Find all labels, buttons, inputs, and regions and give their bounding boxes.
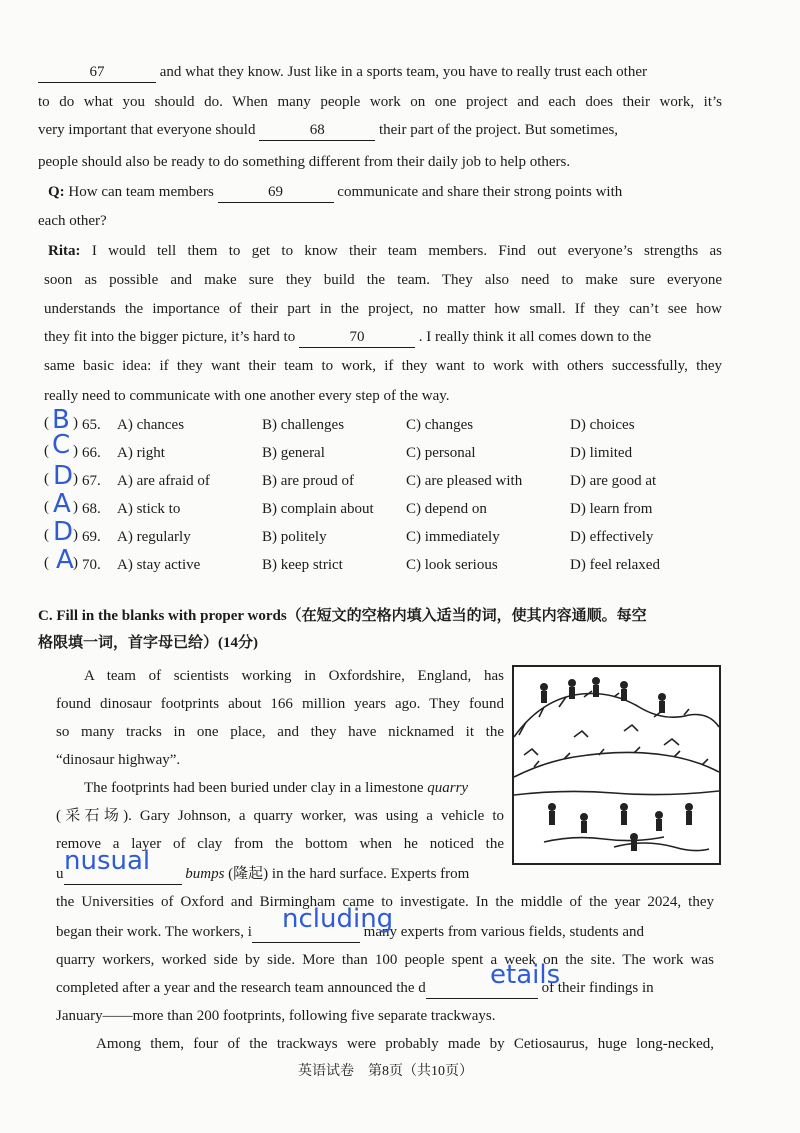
passage-c-line: the Universities of Oxford and Birmingham came to investigate. In the middle of the year 2024, they — [56, 894, 714, 910]
question-number: 67. — [82, 473, 101, 489]
passage-c-line: “dinosaur highway”. — [56, 752, 181, 768]
option-a: A) chances — [117, 417, 185, 433]
passage-c-line: found dinosaur footprints about 166 million years ago. They found — [56, 696, 504, 712]
dinosaur-excavation-illustration — [512, 665, 721, 865]
handwritten-answer: D — [53, 461, 74, 491]
rita-line: really need to communicate with one another every step of the way. — [44, 388, 450, 404]
blank-70: 70 — [299, 327, 415, 348]
question-line: Q: How can team members 69 communicate and share their strong points with — [48, 182, 622, 203]
blank-69: 69 — [218, 182, 334, 203]
option-c: C) are pleased with — [406, 473, 523, 489]
answer-paren: ) — [73, 499, 78, 515]
answer-paren: ) — [73, 443, 78, 459]
option-d: D) choices — [570, 417, 635, 433]
rita-line: soon as possible and make sure they build the team. They also need to make sure everyone — [44, 272, 722, 288]
passage-c-line: quarry workers, worked side by side. More than 100 people spent a week on the site. The work was — [56, 952, 714, 968]
option-b: B) challenges — [262, 417, 345, 433]
option-a: A) are afraid of — [117, 473, 210, 489]
option-d: D) are good at — [570, 473, 657, 489]
option-c: C) personal — [406, 445, 476, 461]
passage-c-line: The footprints had been buried under clay in a limestone quarry — [84, 780, 469, 796]
question-number: 68. — [82, 501, 101, 517]
option-c: C) look serious — [406, 557, 498, 573]
page-footer: 英语试卷 第8页（共10页） — [298, 1064, 473, 1079]
passage-c-line: completed after a year and the research team announced the d of their findings in — [56, 978, 654, 999]
handwritten-answer: B — [52, 405, 70, 435]
answer-paren: ( — [44, 499, 49, 515]
rita-line: Rita: I would tell them to get to know their team members. Find out everyone’s strengths as — [48, 243, 722, 259]
option-a: A) regularly — [117, 529, 191, 545]
passage-c-line: A team of scientists working in Oxfordshire, England, has — [84, 668, 504, 684]
answer-paren: ( — [44, 471, 49, 487]
handwritten-answer: A — [56, 545, 74, 575]
option-b: B) are proud of — [262, 473, 355, 489]
passage-c-line: Among them, four of the trackways were probably made by Cetiosaurus, huge long-necked, — [96, 1036, 714, 1052]
option-d: D) effectively — [570, 529, 654, 545]
answer-paren: ) — [73, 555, 78, 571]
answer-paren: ) — [73, 471, 78, 487]
answer-paren: ( — [44, 415, 49, 431]
option-b: B) politely — [262, 529, 327, 545]
option-d: D) learn from — [570, 501, 653, 517]
option-b: B) general — [262, 445, 325, 461]
passage-c-line: January——more than 200 footprints, following five separate trackways. — [56, 1008, 496, 1024]
option-a: A) stay active — [117, 557, 201, 573]
option-a: A) stick to — [117, 501, 181, 517]
question-number: 65. — [82, 417, 101, 433]
handwritten-answer: etails — [490, 960, 561, 990]
passage-line: people should also be ready to do something different from their daily job to help others. — [38, 154, 571, 170]
answer-paren: ( — [44, 443, 49, 459]
answer-paren: ) — [73, 415, 78, 431]
option-c: C) changes — [406, 417, 474, 433]
option-b: B) complain about — [262, 501, 374, 517]
option-c: C) immediately — [406, 529, 500, 545]
passage-c-line: (采石场). Gary Johnson, a quarry worker, was using a vehicle to — [56, 808, 504, 824]
rita-line: they fit into the bigger picture, it’s hard to 70 . I really think it all comes down to the — [44, 327, 651, 348]
passage-line: 67 and what they know. Just like in a sports team, you have to really trust each other — [38, 62, 722, 83]
rita-line: same basic idea: if they want their team to work, if they want to work with others successfully, they — [44, 358, 722, 374]
blank-67: 67 — [38, 62, 156, 83]
handwritten-answer: ncluding — [282, 904, 394, 934]
question-number: 66. — [82, 445, 101, 461]
section-title: 格限填一词，首字母已给）(14分) — [38, 635, 258, 651]
answer-paren: ( — [44, 555, 49, 571]
passage-c-line: began their work. The workers, i many experts from various fields, students and — [56, 922, 644, 943]
passage-line: to do what you should do. When many people work on one project and each does their work, it’s — [38, 94, 722, 110]
answer-paren: ( — [44, 527, 49, 543]
passage-line: very important that everyone should 68 their part of the project. But sometimes, — [38, 120, 722, 141]
option-d: D) feel relaxed — [570, 557, 660, 573]
question-number: 69. — [82, 529, 101, 545]
passage-c-line: so many tracks in one place, and they have nicknamed it the — [56, 724, 504, 740]
option-b: B) keep strict — [262, 557, 343, 573]
question-number: 70. — [82, 557, 101, 573]
passage-c-line: remove a layer of clay from the bottom when he noticed the — [56, 836, 504, 852]
rita-line: understands the importance of their part in the project, no matter how small. If they can’t see how — [44, 301, 722, 317]
blank-68: 68 — [259, 120, 375, 141]
option-d: D) limited — [570, 445, 633, 461]
handwritten-answer: D — [53, 517, 74, 547]
handwritten-answer: C — [52, 430, 71, 460]
option-a: A) right — [117, 445, 165, 461]
handwritten-answer: A — [53, 489, 71, 519]
question-line: each other? — [38, 213, 107, 229]
section-title: C. Fill in the blanks with proper words（在短文的空格内填入适当的词，使其内容通顺。每空 — [38, 608, 647, 624]
handwritten-answer: nusual — [64, 846, 151, 876]
passage-c-line: u bumps (隆起) in the hard surface. Experts from — [56, 864, 469, 885]
excavation-drawing — [514, 667, 719, 863]
answer-paren: ) — [73, 527, 78, 543]
option-c: C) depend on — [406, 501, 487, 517]
